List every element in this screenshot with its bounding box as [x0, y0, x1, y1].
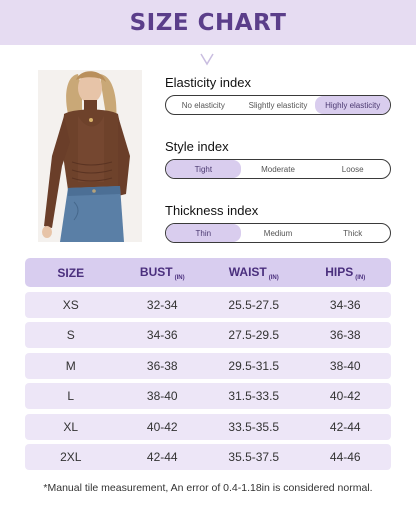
cell-bust: 34-36 — [146, 328, 178, 342]
elasticity-option-slight: Slightly elasticity — [248, 100, 308, 110]
cell-size: XS — [62, 297, 79, 312]
thickness-option-thin-selected: Thin — [166, 224, 241, 242]
cell-bust: 42-44 — [146, 450, 178, 464]
header-waist-unit: (IN) — [268, 274, 279, 281]
table-row — [25, 322, 391, 348]
header-bust-unit: (IN) — [174, 274, 185, 281]
table-row — [25, 414, 391, 440]
cell-hips: 42-44 — [329, 419, 361, 434]
header-hips: HIPS $_{(IN)}$ — [325, 264, 366, 281]
cell-bust: 40-42 — [146, 419, 178, 434]
header-hips-unit: (IN) — [355, 274, 366, 281]
model-figure-icon — [38, 70, 142, 242]
size-table — [25, 258, 391, 468]
cell-waist: 27.5-29.5 — [228, 328, 280, 342]
cell-hips: 40-42 — [329, 389, 361, 403]
thickness-index-title: Thickness index — [165, 203, 259, 218]
cell-hips: 34-36 — [329, 297, 361, 312]
thickness-scale — [165, 223, 391, 243]
thickness-option-thick: Thick — [343, 228, 363, 238]
elasticity-index-title: Elasticity index — [165, 75, 251, 90]
cell-size: M — [65, 358, 76, 373]
cell-bust: 36-38 — [146, 358, 178, 373]
cell-size: 2XL — [60, 450, 82, 464]
style-index — [165, 138, 391, 179]
table-row — [25, 353, 391, 379]
style-option-loose: Loose — [341, 164, 364, 174]
thickness-index — [165, 202, 391, 243]
cell-hips: 44-46 — [329, 450, 361, 464]
style-option-tight-selected: Tight — [166, 160, 241, 178]
cell-bust: 32-34 — [146, 297, 178, 312]
table-row — [25, 383, 391, 409]
elasticity-option-none: No elasticity — [181, 100, 225, 110]
header-bust: BUST $_{(IN)}$ — [139, 264, 185, 281]
elasticity-index — [165, 74, 391, 115]
title-banner — [0, 0, 416, 45]
style-index-title: Style index — [165, 139, 229, 154]
cell-waist: 33.5-35.5 — [228, 419, 280, 434]
measurement-footnote: *Manual tile measurement, An error of 0.4-1.18in is considered normal. — [43, 482, 373, 494]
product-photo — [38, 70, 142, 242]
style-scale — [165, 159, 391, 179]
cell-waist: 31.5-33.5 — [228, 389, 280, 403]
cell-size: L — [67, 389, 75, 403]
cell-hips: 36-38 — [329, 328, 361, 342]
cell-waist: 25.5-27.5 — [228, 297, 280, 312]
thickness-option-medium: Medium — [263, 228, 293, 238]
chevron-down-icon — [199, 52, 215, 66]
cell-waist: 35.5-37.5 — [228, 450, 280, 464]
page-title: SIZE CHART — [129, 9, 287, 36]
style-option-moderate: Moderate — [261, 164, 295, 174]
cell-size: XL — [63, 419, 79, 434]
cell-waist: 29.5-31.5 — [228, 358, 280, 373]
cell-size: S — [66, 328, 75, 342]
cell-hips: 38-40 — [329, 358, 361, 373]
header-size: SIZE — [57, 265, 85, 280]
table-row — [25, 292, 391, 318]
elasticity-scale — [165, 95, 391, 115]
elasticity-option-high-selected: Highly elasticity — [315, 96, 390, 114]
table-row — [25, 444, 391, 470]
table-header — [25, 258, 391, 287]
cell-bust: 38-40 — [146, 389, 178, 403]
header-waist: WAIST $_{(IN)}$ — [228, 264, 279, 281]
